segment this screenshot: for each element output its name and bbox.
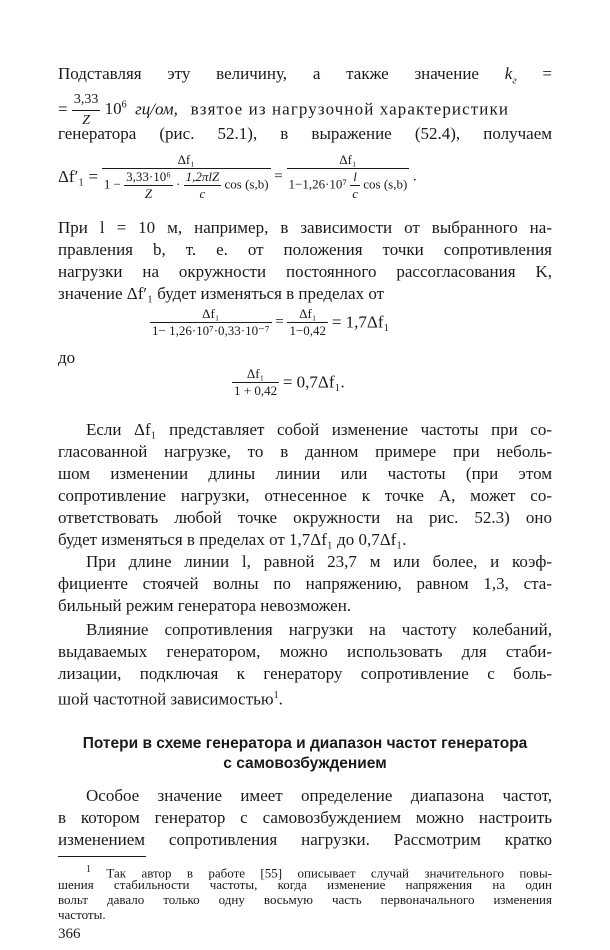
footnote-marker: 1 (273, 690, 279, 701)
kg-symbol: $k_г$ (504, 64, 517, 87)
paragraph-3-line-4: сопротивление нагрузки, отнесенное к точке A, может со- (58, 486, 552, 505)
paragraph-6-line-2: в котором генератор с самовозбуждением можно настроить (58, 808, 552, 827)
paragraph-2-line-2: правления b, т. е. от положения точки сопротивления (58, 240, 552, 259)
paragraph-1-line-3: генератора (рис. 52.1), в выражение (52.4), получаем (58, 124, 552, 143)
formula-3: $\frac{\text{Δf₁}}{1 + 0,42}$ = 0,7Δf₁. (234, 366, 345, 398)
paragraph-5-line-3: лизации, подключая к генератору сопротивление с боль- (58, 664, 552, 683)
kg-fraction: $\frac{3,33}{Z}$ (73, 92, 99, 128)
formula-2: $\frac{\text{Δf₁}}{\text{1− 1,26·10⁷·0,33·10⁻⁷}}$ = $\frac{\text{Δf₁}}{1-0,42}$ = 1,7Δf₁ (152, 306, 390, 338)
paragraph-4-line-2: фициенте стоячей волны по напряжению, равном 1,3, ста- (58, 574, 552, 593)
paragraph-2-line-4: значение Δf′₁ будет изменяться в пределах от (58, 284, 385, 303)
section-heading-line-1: Потери в схеме генератора и диапазон частот генератора (82, 735, 528, 752)
paragraph-5-line-4: шой частотной зависимостью$^1$. (58, 689, 283, 709)
paragraph-3-line-3: шом изменении длины линии или частоты (при этом (58, 464, 552, 483)
section-heading-line-2: с самовозбуждением (223, 755, 387, 772)
paragraph-3-line-6: будет изменяться в пределах от 1,7Δf₁ до 0,7Δf₁. (58, 530, 407, 549)
paragraph-1-line-1: Подставляя эту величину, а также значение $k_г$ = (58, 64, 552, 87)
footnote-line-4: частоты. (58, 907, 106, 922)
page-number: 366 (58, 926, 81, 942)
word-do: до (58, 348, 76, 367)
paragraph-2-line-1: При l = 10 м, например, в зависимости от выбранного на- (58, 218, 552, 237)
paragraph-3-line-1: Если Δf₁ представляет собой изменение частоты при со- (86, 420, 552, 439)
paragraph-6-line-3: изменением сопротивления нагрузки. Рассмотрим кратко (58, 830, 552, 849)
footnote-line-1: $^1$ Так автор в работе [55] описывает случай значительного повы- (86, 864, 553, 881)
paragraph-4-line-1: При длине линии l, равной 23,7 м или более, и коэф- (86, 552, 552, 571)
formula-1: Δf′₁ = Δf₁ 1 − $\frac{\text{3,33·10⁶}}{Z}$ · 1,2πlZ c cos (s,b) = Δf₁ 1−1,26·10⁷ $\frac{l}{c}$ cos (s,b) . (58, 152, 417, 201)
paragraph-4-line-3: бильный режим генератора невозможен. (58, 596, 352, 615)
paragraph-5-line-1: Влияние сопротивления нагрузки на частоту колебаний, (86, 620, 552, 639)
paragraph-2-line-3: нагрузки на окружности постоянного рассогласования K, (58, 262, 552, 281)
paragraph-3-line-5: ответствовать любой точке окружности на рис. 52.3) оно (58, 508, 552, 527)
paragraph-3-line-2: гласованной нагрузке, то в данном примере при неболь- (58, 442, 552, 461)
footnote-rule (58, 856, 146, 857)
footnote-line-3: вольт давало только одну восьмую часть первоначального изменения (58, 892, 552, 907)
footnote-line-2: шения стабильности частоты, когда изменение напряжения на один (58, 877, 552, 892)
paragraph-6-line-1: Особое значение имеет определение диапазона частот, (86, 786, 552, 805)
paragraph-1-line-2: = $\frac{3,33}{Z}$ $10^6$ гц/ом, взятое из нагрузочной характеристики (58, 90, 552, 126)
paragraph-5-line-2: выдаваемых генератором, можно использовать для стаби- (58, 642, 552, 661)
